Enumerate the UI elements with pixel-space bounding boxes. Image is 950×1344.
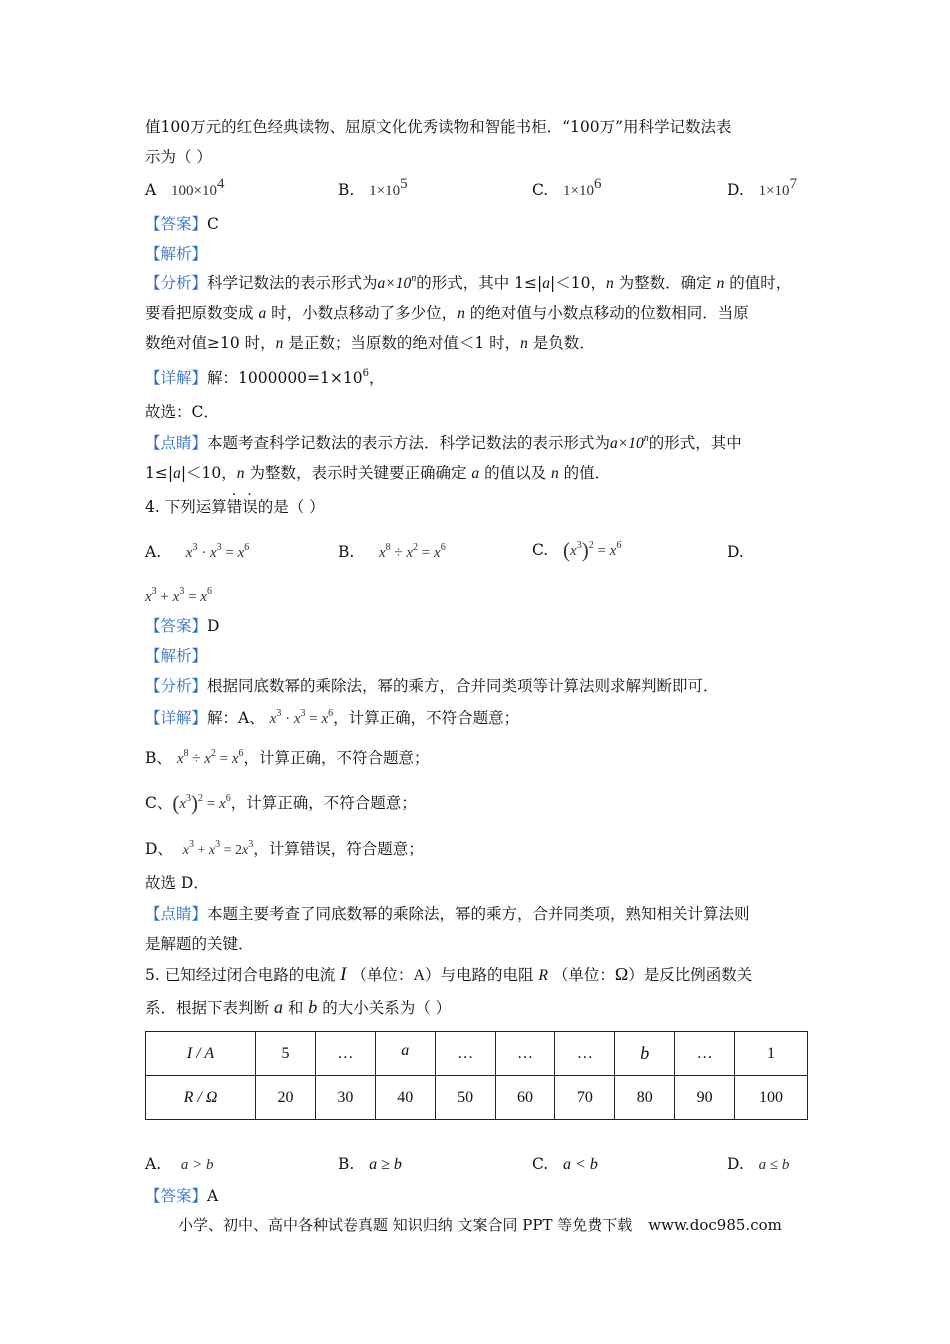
q3-option-c — [532, 176, 602, 201]
xiangjie-text: D、 — [145, 840, 173, 858]
math-n: n — [520, 335, 528, 352]
option-label: A. — [145, 1155, 162, 1173]
q4-option-a — [145, 542, 249, 563]
xiangjie-text: C、 — [145, 794, 173, 812]
math-a: a×10 — [610, 435, 644, 452]
math-a: a — [471, 465, 480, 482]
q4-xiangjie-c: C、$(x^3)^2 = x^6$，计算正确，不符合题意； — [145, 791, 417, 815]
table-cell: 50 — [435, 1076, 495, 1120]
dianjing-tag: 【点睛】 — [145, 905, 208, 923]
option-label: C. — [532, 1155, 549, 1173]
answer-tag: 【答案】 — [145, 1187, 208, 1205]
emphasis-char: 误 — [242, 498, 258, 516]
fenxi-text: 是负数． — [527, 334, 595, 352]
math-I: I — [340, 964, 347, 985]
math-n: n — [643, 433, 649, 444]
q3-option-b — [338, 176, 408, 201]
q4-xiangjie-a: 【详解】解：A、 $x^3 \cdot x^3 = x^6$，计算正确，不符合题意； — [145, 708, 520, 727]
dianjing-text: 为整数，表示时关键要正确确定 — [244, 464, 472, 482]
option-exp: 4 — [216, 176, 225, 192]
q4-fenxi — [145, 676, 719, 696]
fenxi-tag: 【分析】 — [145, 274, 208, 292]
q3-dianjing-line2 — [145, 463, 610, 484]
q3-fenxi-line2 — [145, 303, 749, 324]
option-label: C. — [532, 541, 549, 559]
table-cell: 1 — [735, 1032, 808, 1076]
dianjing-text: 的形式，其中 — [648, 434, 742, 452]
answer-tag: 【答案】 — [145, 215, 208, 233]
option-label: C. — [532, 181, 549, 199]
math-n: n — [275, 335, 284, 352]
fenxi-tag: 【分析】 — [145, 677, 208, 695]
option-expr: $x^8 \div x^2 = x^6$ — [378, 542, 446, 561]
q4-option-d — [727, 542, 744, 562]
table-cell: … — [555, 1032, 615, 1076]
fenxi-text: 的值时， — [724, 274, 792, 292]
option-label: A. — [145, 543, 162, 561]
q5-stem-text: ）与电路的电阻 — [425, 966, 539, 984]
answer-value: C — [207, 215, 219, 233]
q3-stem-line1: 值100万元的红色经典读物、屈原文化优秀读物和智能书柜．“100万”用科学记数法表 — [145, 118, 732, 136]
q5-option-b — [338, 1154, 402, 1175]
q5-stem-text: ）是反比例函数关 — [628, 966, 753, 984]
option-label: B. — [338, 1155, 355, 1173]
dianjing-text: 本题主要考查了同底数幂的乘除法，幂的乘方，合并同类项，熟知相关计算法则 — [207, 905, 750, 923]
emphasis-char: 错 — [226, 498, 243, 516]
option-expr: 1×10 — [369, 183, 401, 199]
table-cell: 30 — [315, 1076, 375, 1120]
q5-stem-text: 5. 已知经过闭合电路的电流 — [145, 966, 341, 984]
table-cell: 5 — [256, 1032, 316, 1076]
fenxi-text: 要看把原数变成 — [145, 304, 259, 322]
dianjing-text: 1≤| — [145, 464, 174, 482]
xiangjie-tag: 【详解】 — [145, 369, 208, 387]
table-cell: R / Ω — [146, 1076, 256, 1120]
q4-option-d-expr — [145, 586, 212, 607]
q3-dianjing-line1 — [145, 433, 742, 454]
fenxi-text: 根据同底数幂的乘除法，幂的乘方，合并同类项等计算法则求解判断即可． — [207, 677, 719, 695]
q3-fenxi-line1 — [145, 273, 791, 294]
q5-stem-line2 — [145, 997, 451, 1018]
math-n: n — [716, 275, 725, 292]
q5-stem-text: （单位： — [552, 966, 615, 984]
table-cell: b — [615, 1032, 675, 1076]
dianjing-text: 的值． — [558, 464, 611, 482]
q4-option-b — [338, 542, 446, 563]
table-cell: 60 — [495, 1076, 555, 1120]
math-n: n — [457, 305, 465, 322]
fenxi-text: 的绝对值与小数点移动的位数相同．当原 — [464, 304, 749, 322]
q4-stem — [145, 497, 325, 517]
option-expr: $x^3 \cdot x^3 = x^6$ — [185, 542, 250, 561]
q3-option-d — [727, 176, 798, 201]
xiangjie-text: ，计算正确，不符合题意； — [333, 709, 520, 727]
option-label: D. — [727, 1155, 744, 1173]
xiangjie-text: 解：A、 — [207, 709, 265, 727]
option-expr: a ≤ b — [758, 1157, 790, 1173]
table-cell: 90 — [675, 1076, 735, 1120]
jiexi-tag: 【解析】 — [145, 245, 208, 263]
table-cell: … — [315, 1032, 375, 1076]
page-footer — [178, 1214, 782, 1235]
math-a: a×10 — [377, 275, 412, 292]
q4-dianjing-line1 — [145, 904, 750, 924]
footer-text: 小学、初中、高中各种试卷真题 知识归纳 文案合同 PPT 等免费下载 — [178, 1216, 633, 1234]
math-n: n — [551, 465, 559, 482]
unit-ampere: A — [413, 967, 425, 984]
q3-guxuan: 故选：C． — [145, 403, 219, 421]
math-a: a — [173, 465, 181, 482]
fenxi-text: 是正数；当原数的绝对值＜1 时， — [283, 334, 521, 352]
q5-answer — [145, 1186, 218, 1206]
q4-guxuan: 故选 D． — [145, 874, 209, 892]
q5-stem-text: 的大小关系为（ ） — [317, 999, 452, 1017]
table-row — [146, 1076, 808, 1120]
option-expr: a < b — [563, 1156, 598, 1173]
dianjing-text: |＜10， — [180, 464, 237, 482]
q5-stem-text: 和 — [282, 999, 309, 1017]
option-label: B. — [338, 181, 355, 199]
table-cell: 80 — [615, 1076, 675, 1120]
xiangjie-text: ，计算正确，不符合题意； — [230, 794, 417, 812]
table-row — [146, 1032, 808, 1076]
dianjing-text: 的值以及 — [479, 464, 551, 482]
math-b: b — [308, 997, 318, 1017]
option-exp: 7 — [789, 176, 798, 192]
option-expr: $(x^3)^2 = x^6$ — [563, 538, 622, 562]
fenxi-text: 数绝对值≥10 时， — [145, 334, 276, 352]
unit-ohm: Ω — [614, 964, 629, 984]
q4-stem-text: 4. 下列运算 — [145, 498, 227, 516]
dianjing-tag: 【点睛】 — [145, 434, 208, 452]
math-a: a — [258, 305, 267, 322]
option-label: D. — [727, 543, 744, 561]
q4-dianjing-line2: 是解题的关键． — [145, 935, 254, 953]
q4-xiangjie-d: D、 $x^3 + x^3 = 2x^3$，计算错误，符合题意； — [145, 839, 424, 858]
option-exp: 6 — [593, 176, 602, 192]
math-R: R — [538, 967, 548, 984]
math-n: n — [411, 273, 417, 284]
q4-xiangjie-b: B、 $x^8 \div x^2 = x^6$，计算正确，不符合题意； — [145, 748, 430, 767]
q3-jiexi-heading — [145, 244, 207, 264]
footer-url[interactable]: www.doc985.com — [648, 1216, 782, 1234]
table-cell: … — [675, 1032, 735, 1076]
xiangjie-text: ，计算正确，不符合题意； — [243, 749, 430, 767]
answer-tag: 【答案】 — [145, 617, 208, 635]
q5-option-d — [727, 1154, 789, 1175]
q5-stem-text: 系．根据下表判断 — [145, 999, 274, 1017]
option-label: B. — [338, 543, 355, 561]
q5-stem-line1 — [145, 964, 752, 986]
xiangjie-tag: 【详解】 — [145, 709, 208, 727]
xiangjie-text: 解：1000000=1×10 — [207, 369, 363, 387]
dianjing-text: 本题考查科学记数法的表示方法．科学记数法的表示形式为 — [207, 434, 611, 452]
option-expr: 100×10 — [170, 183, 217, 199]
option-exp: 5 — [400, 176, 408, 192]
table-cell: … — [435, 1032, 495, 1076]
fenxi-text: 为整数．确定 — [613, 274, 717, 292]
jiexi-tag: 【解析】 — [145, 647, 208, 665]
q5-option-c — [532, 1154, 598, 1175]
table-cell: a — [375, 1032, 435, 1076]
table-cell: … — [495, 1032, 555, 1076]
q5-option-a — [145, 1154, 213, 1175]
math-a: a — [273, 997, 283, 1017]
option-expr: $x^3 + x^3 = x^6$ — [145, 586, 212, 605]
xiangjie-text: ， — [368, 369, 385, 387]
math-n: n — [236, 465, 245, 482]
option-expr: 1×10 — [758, 183, 790, 199]
q3-option-a — [145, 176, 225, 201]
math-n: n — [605, 275, 614, 292]
table-cell: I / A — [146, 1032, 256, 1076]
exponent: 6 — [362, 368, 369, 379]
table-cell: 100 — [735, 1076, 808, 1120]
math-a: a — [542, 275, 550, 292]
option-expr: 1×10 — [563, 183, 594, 199]
table-cell: 20 — [256, 1076, 316, 1120]
answer-value: A — [207, 1187, 219, 1205]
xiangjie-text: ，计算错误，符合题意； — [253, 840, 424, 858]
q4-answer — [145, 616, 219, 636]
option-label: D. — [727, 181, 744, 199]
q3-xiangjie — [145, 368, 385, 388]
q4-stem-text: 的是（ ） — [257, 498, 325, 516]
q4-option-c — [532, 540, 621, 561]
option-expr: a ≥ b — [369, 1156, 402, 1173]
option-expr: a > b — [180, 1157, 214, 1173]
q3-stem-line2: 示为（ ） — [145, 148, 212, 166]
fenxi-text: 科学记数法的表示形式为 — [207, 274, 378, 292]
fenxi-text: 的形式，其中 1≤| — [416, 274, 543, 292]
q5-data-table — [145, 1031, 808, 1120]
table-cell: 40 — [375, 1076, 435, 1120]
q5-stem-text: （单位： — [351, 966, 414, 984]
q4-jiexi-heading — [145, 646, 207, 666]
table-cell: 70 — [555, 1076, 615, 1120]
fenxi-text: |＜10， — [550, 274, 606, 292]
q3-fenxi-line3 — [145, 333, 595, 354]
q3-answer — [145, 214, 219, 234]
option-label: A — [145, 181, 157, 199]
fenxi-text: 时，小数点移动了多少位， — [266, 304, 458, 322]
answer-value: D — [207, 617, 220, 635]
xiangjie-text: B、 — [145, 749, 172, 767]
